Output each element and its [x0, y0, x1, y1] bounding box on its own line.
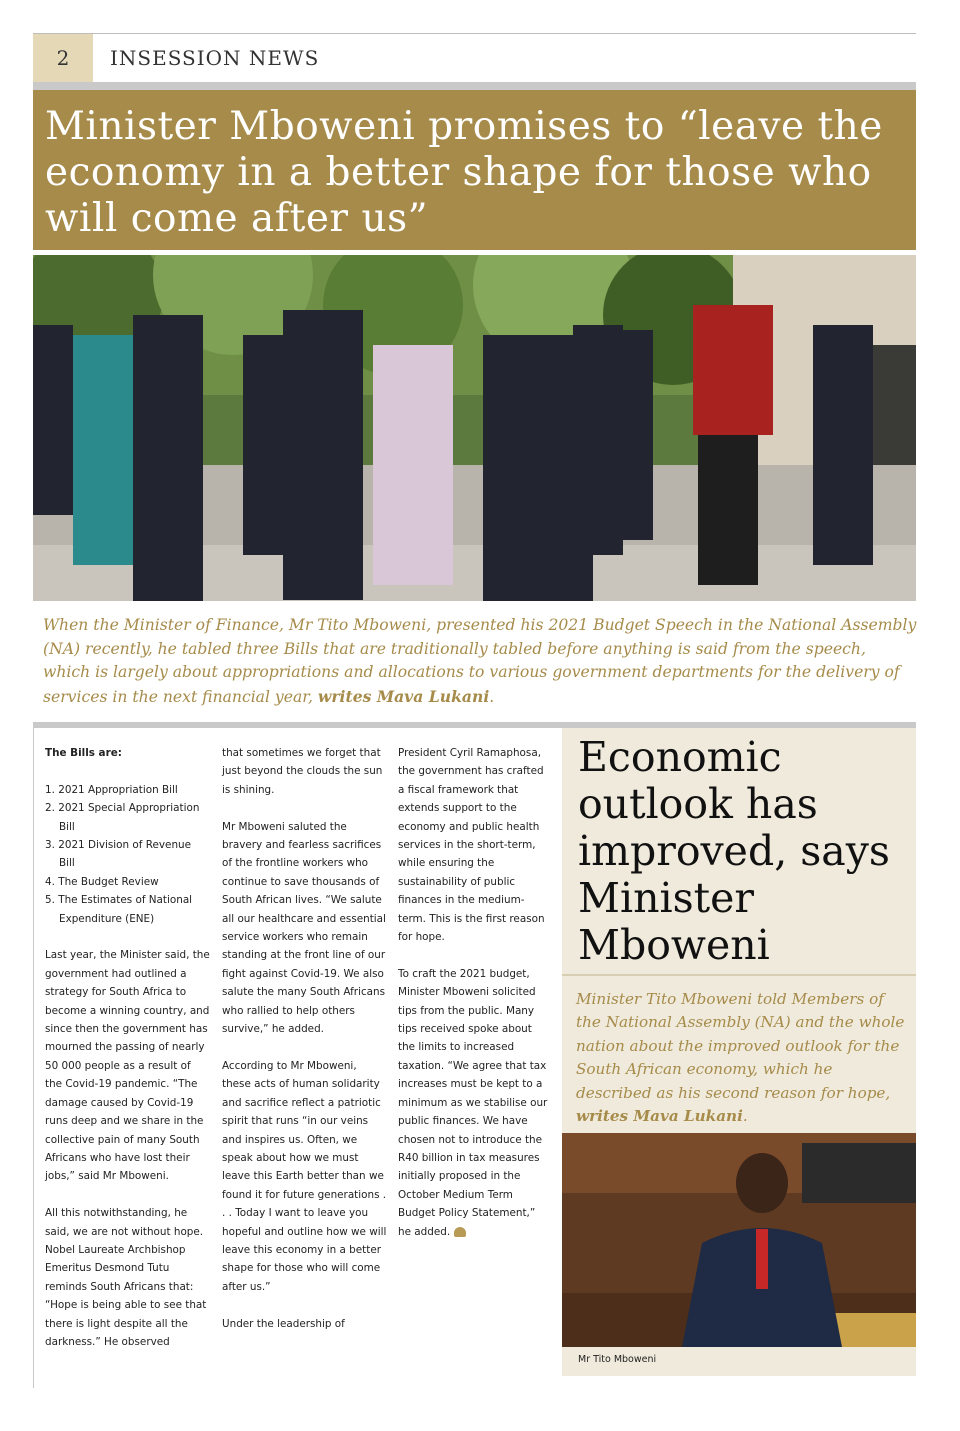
photo-caption: Mr Tito Mboweni: [578, 1354, 657, 1365]
sidebar-title: Economic outlook has improved, says Minister Mboweni: [578, 733, 890, 969]
end-mark-icon: [454, 1227, 466, 1237]
list-item: 3. 2021 Division of Revenue Bill: [45, 839, 192, 870]
intro-text: When the Minister of Finance, Mr Tito Mboweni, presented his 2021 Budget Speech in the National Assembly (NA) recently, he tabled three Bills that are traditionally tabled before anything is said from the speech, which is largely about appropriations and allocations to various government departments for the delivery of services in the next financial year,: [43, 616, 917, 706]
page-number: [33, 34, 93, 82]
sidebar-byline-end: .: [742, 1107, 748, 1126]
list-item: 1. 2021 Appropriation Bill: [45, 783, 178, 796]
paragraph: Under the leadership of: [222, 1317, 345, 1330]
header-rule: [33, 82, 916, 90]
paragraph-text: To craft the 2021 budget, Minister Mboweni solicited tips from the public. Many tips received spoke about the limits to increased taxation. “We agree that tax increases must be kept to a minimum as we stabilise our public finances. We have chosen not to introduce the R40 billion in tax measures initially proposed in the October Medium Term Budget Policy Statement,” he added.: [398, 967, 548, 1238]
left-rule: [33, 728, 34, 1388]
main-photo: [33, 255, 916, 601]
sidebar-byline: writes Mava Lukani: [576, 1107, 743, 1126]
paragraph: According to Mr Mboweni, these acts of human solidarity and sacrifice reflect a patriotic spirit that runs “in our veins and inspires us. Often, we speak about how we must leave this Earth better than we found it for future generations . . . Today I want to leave you hopeful and outline how we will leave this economy in a better shape for those who will come after us.”: [222, 1059, 387, 1293]
article-headline: Minister Mboweni promises to “leave the economy in a better shape for those who will come after us”: [45, 104, 883, 241]
column-1: [45, 744, 210, 1370]
list-item: 4. The Budget Review: [45, 875, 159, 888]
byline-end: .: [489, 687, 495, 706]
sidebar-intro-text: Minister Tito Mboweni told Members of the National Assembly (NA) and the whole nation about the improved outlook for the South African economy, which he described as his second reason for hope,: [576, 990, 905, 1102]
column-2: [222, 744, 387, 1351]
paragraph: Mr Mboweni saluted the bravery and fearless sacrifices of the frontline workers who continue to save thousands of South African lives. “We salute all our healthcare and essential service workers who remain standing at the front line of our fight against Covid-19. We also salute the many South Africans who rallied to help others survive,” he added.: [222, 820, 386, 1036]
paragraph: All this notwithstanding, he said, we are not without hope. Nobel Laureate Archbishop Emeritus Desmond Tutu reminds South Africans that: “Hope is being able to see that there is light despite all the darkness.” He observed: [45, 1207, 207, 1348]
paragraph: President Cyril Ramaphosa, the government has crafted a fiscal framework that extends support to the economy and public health services in the short-term, while ensuring the sustainability of public finances in the medium-term. This is the first reason for hope.: [398, 747, 545, 944]
byline: writes Mava Lukani: [317, 686, 490, 706]
top-rule: [33, 33, 916, 34]
bills-list: [45, 781, 210, 928]
page-number-text: 2: [56, 46, 70, 70]
list-item: 2. 2021 Special Appropriation Bill: [45, 802, 200, 833]
column-3: [398, 744, 550, 1259]
sidebar-photo: [562, 1133, 916, 1347]
article-intro: [43, 614, 918, 709]
sidebar-intro: [576, 988, 906, 1128]
bills-heading: The Bills are:: [45, 747, 122, 759]
paragraph: Last year, the Minister said, the government had outlined a strategy for South Africa to become a winning country, and since then the government has mourned the passing of nearly 50 000 people as a result of the Covid-19 pandemic. “The damage caused by Covid-19 runs deep and we share in the collective pain of many South Africans who have lost their jobs,” said Mr Mboweni.: [45, 949, 210, 1183]
list-item: 5. The Estimates of National Expenditure (ENE): [45, 894, 193, 925]
paragraph: [398, 965, 550, 1241]
publication-name: INSESSION NEWS: [110, 46, 320, 70]
sidebar-rule: [562, 974, 916, 976]
paragraph: that sometimes we forget that just beyond the clouds the sun is shining.: [222, 747, 383, 796]
